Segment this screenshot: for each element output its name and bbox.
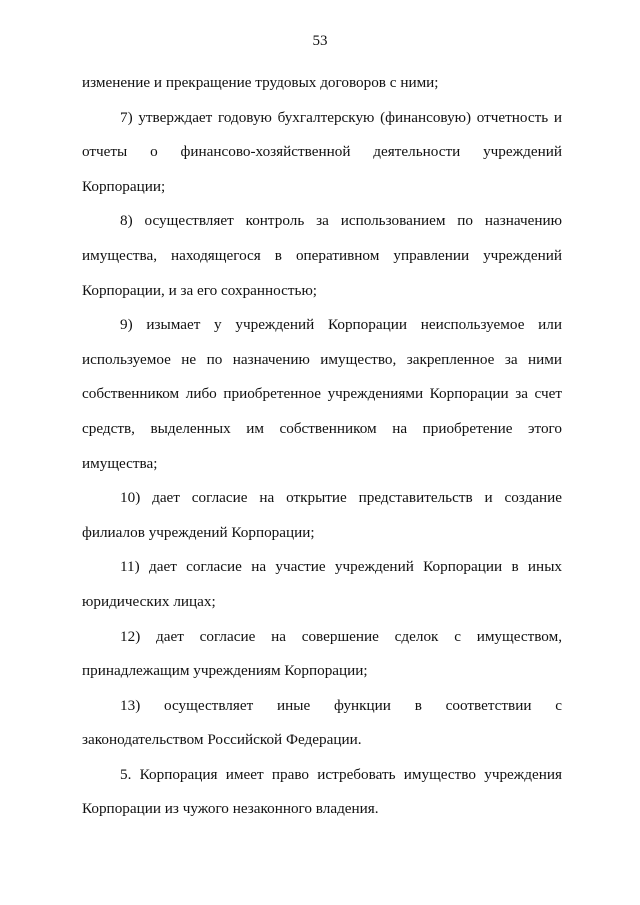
page-number: 53 bbox=[312, 33, 328, 49]
paragraph-item-8: 8) осуществляет контроль за использованием по назначению имущества, находящегося в оперативном управлении учреждений Корпорации, и за его сохранностью; bbox=[82, 212, 562, 299]
paragraph-item-13: 13) осуществляет иные функции в соответствии с законодательством Российской Федерации. bbox=[82, 696, 562, 749]
paragraph-item-12: 12) дает согласие на совершение сделок с имуществом, принадлежащим учреждениям Корпорации; bbox=[82, 627, 562, 680]
document-body bbox=[82, 66, 562, 827]
paragraph-item-9: 9) изымает у учреждений Корпорации неиспользуемое или используемое не по назначению имущество, закрепленное за ними собственником либо приобретенное учреждениями Корпорации за счет средств, выделенных им собственником на приобретение этого имущества; bbox=[82, 316, 562, 472]
paragraph-item-10: 10) дает согласие на открытие представительств и создание филиалов учреждений Корпорации; bbox=[82, 489, 562, 541]
paragraph-section-5: 5. Корпорация имеет право истребовать имущество учреждения Корпорации из чужого незаконного владения. bbox=[82, 765, 562, 818]
paragraph-item-7: 7) утверждает годовую бухгалтерскую (финансовую) отчетность и отчеты о финансово-хозяйственной деятельности учреждений Корпорации; bbox=[82, 108, 562, 195]
paragraph-continuation: изменение и прекращение трудовых договоров с ними; bbox=[82, 74, 439, 91]
paragraph-item-11: 11) дает согласие на участие учреждений Корпорации в иных юридических лицах; bbox=[82, 558, 562, 610]
